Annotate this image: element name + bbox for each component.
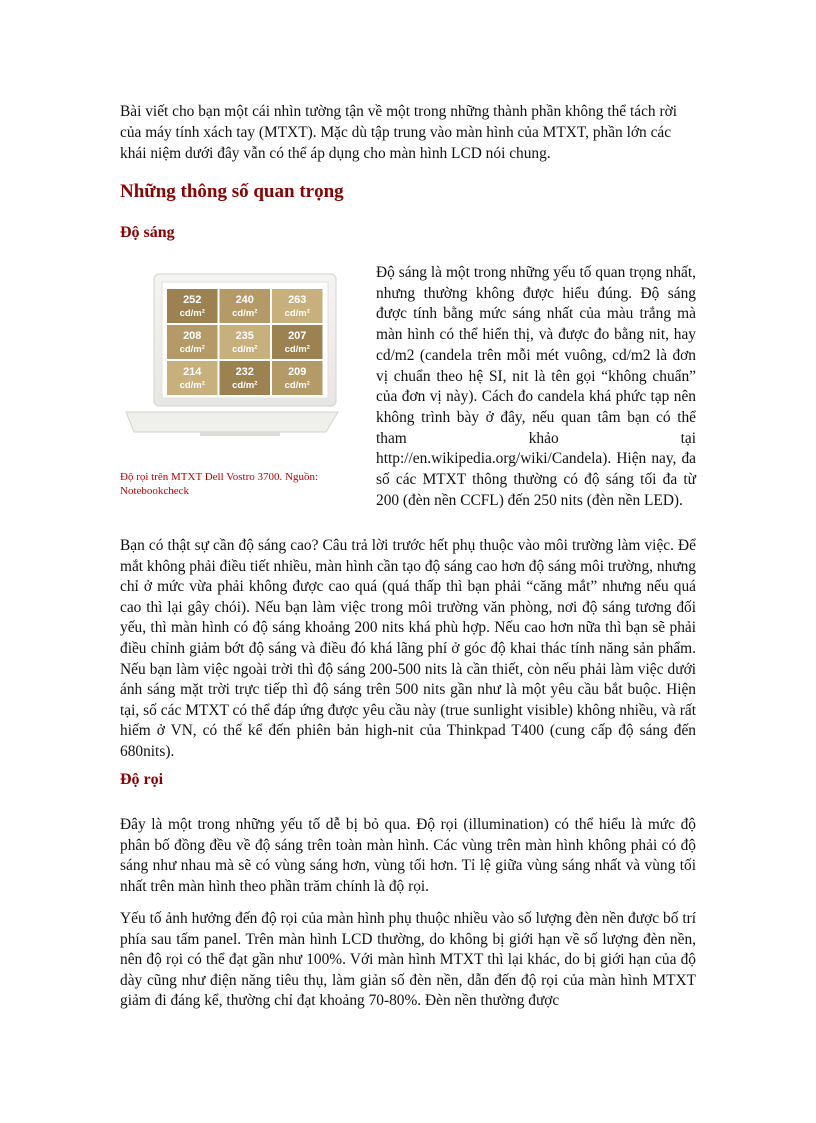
brightness-cell-unit: cd/m² xyxy=(179,380,205,391)
brightness-cell-value: 214 xyxy=(183,366,202,378)
brightness-paragraph: Bạn có thật sự cần độ sáng cao? Câu trả lời trước hết phụ thuộc vào môi trường làm việc. Để mắt không phải điều tiết nhiều, màn hình cần tạo độ sáng cao hơn độ sáng môi trường, nhưng chỉ ở mức vừa phải không được cao quá (quá thấp thì bạn phải “căng mắt” nhưng nếu quá cao thì lại gây chói). Nếu bạn làm việc trong môi trường văn phòng, nơi độ sáng tương đối yếu, thì màn hình có độ sáng khoảng 200 nits khá phù hợp. Nếu cao hơn nữa thì bạn sẽ phải điều chỉnh giảm bớt độ sáng và điều đó khá lãng phí ở góc độ khai thác tính năng sản phẩm. Nếu bạn làm việc ngoài trời thì độ sáng 200-500 nits là cần thiết, còn nếu phải làm việc dưới ánh sáng mặt trời trực tiếp thì độ sáng trên 500 nits gần như là một yêu cầu bắt buộc. Hiện tại, số các MTXT có thể đáp ứng được yêu cầu này (true sunlight visible) không nhiều, và rất hiếm ở VN, có thể kể đến phiên bản high-nit của Thinkpad T400 (cung cấp độ sáng đến 680nits). xyxy=(120,537,696,760)
brightness-cell-unit: cd/m² xyxy=(179,308,205,319)
brightness-cell-value: 240 xyxy=(235,294,254,306)
brightness-cell-unit: cd/m² xyxy=(284,380,310,391)
laptop-base xyxy=(126,412,338,432)
brightness-cell-value: 252 xyxy=(183,294,202,306)
illumination-paragraph-2: Yếu tố ảnh hưởng đến độ rọi của màn hình phụ thuộc nhiều vào số lượng đèn nền được bố trí phía sau tấm panel. Trên màn hình LCD thường, do không bị giới hạn về số lượng đèn nền, nên độ rọi có thể đạt gần như 100%. Với màn hình MTXT thì lại khác, do bị giới hạn của độ dày cũng như điện năng tiêu thụ, làm giản số đèn nền, dẫn đến độ rọi của màn hình MTXT giảm đi đáng kể, thường chỉ đạt khoảng 70-80%. Đèn nền thường được xyxy=(120,910,696,1010)
laptop-brightness-figure xyxy=(120,272,340,447)
figure-caption: Độ rọi trên MTXT Dell Vostro 3700. Nguồn: Notebookcheck xyxy=(120,471,318,497)
brightness-grid xyxy=(167,289,323,395)
laptop-hinge xyxy=(200,432,280,436)
illumination-heading: Độ rọi xyxy=(120,771,164,788)
brightness-cell-value: 232 xyxy=(235,366,254,378)
brightness-cell-unit: cd/m² xyxy=(232,308,258,319)
brightness-cell-value: 235 xyxy=(235,330,254,342)
brightness-description: Độ sáng là một trong những yếu tố quan trọng nhất, nhưng thường không được hiểu đúng. Độ sáng được tính bằng mức sáng nhất của màu trắng mà màn hình có thể hiển thị, và được đo bằng nit, hay cd/m2 (candela trên mỗi mét vuông, cd/m2 là đơn vị chuẩn theo hệ SI, nit là tên gọi “không chuẩn” của đơn vị này). Cách đo candela khá phức tạp nên không trình bày ở đây, nếu quan tâm bạn có thể tham khảo tại http://en.wikipedia.org/wiki/Candela). Hiện nay, đa số các MTXT thông thường có độ sáng tối đa từ 200 (đèn nền CCFL) đến 250 nits (đèn nền LED). xyxy=(376,264,696,509)
brightness-cell-unit: cd/m² xyxy=(179,344,205,355)
section-title: Những thông số quan trọng xyxy=(120,181,344,202)
brightness-cell-value: 263 xyxy=(288,294,307,306)
brightness-cell-unit: cd/m² xyxy=(284,308,310,319)
brightness-cell-value: 207 xyxy=(288,330,307,342)
brightness-cell-value: 209 xyxy=(288,366,307,378)
intro-paragraph: Bài viết cho bạn một cái nhìn tường tận về một trong những thành phần không thể tách rời của máy tính xách tay (MTXT). Mặc dù tập trung vào màn hình của MTXT, phần lớn các khái niệm dưới đây vẫn có thể áp dụng cho màn hình LCD nói chung. xyxy=(120,103,677,162)
illumination-paragraph-1: Đây là một trong những yếu tố dễ bị bỏ qua. Độ rọi (illumination) có thể hiểu là mức độ phân bố đồng đều về độ sáng trên toàn màn hình. Các vùng trên màn hình không phải có độ sáng như nhau mà sẽ có vùng sáng hơn, vùng tối hơn. Tỉ lệ giữa vùng sáng nhất và vùng tối nhất trên màn hình theo phần trăm chính là độ rọi. xyxy=(120,816,696,895)
brightness-cell-unit: cd/m² xyxy=(232,380,258,391)
brightness-cell-value: 208 xyxy=(183,330,202,342)
brightness-cell-unit: cd/m² xyxy=(284,344,310,355)
brightness-cell-unit: cd/m² xyxy=(232,344,258,355)
brightness-heading: Độ sáng xyxy=(120,224,175,241)
